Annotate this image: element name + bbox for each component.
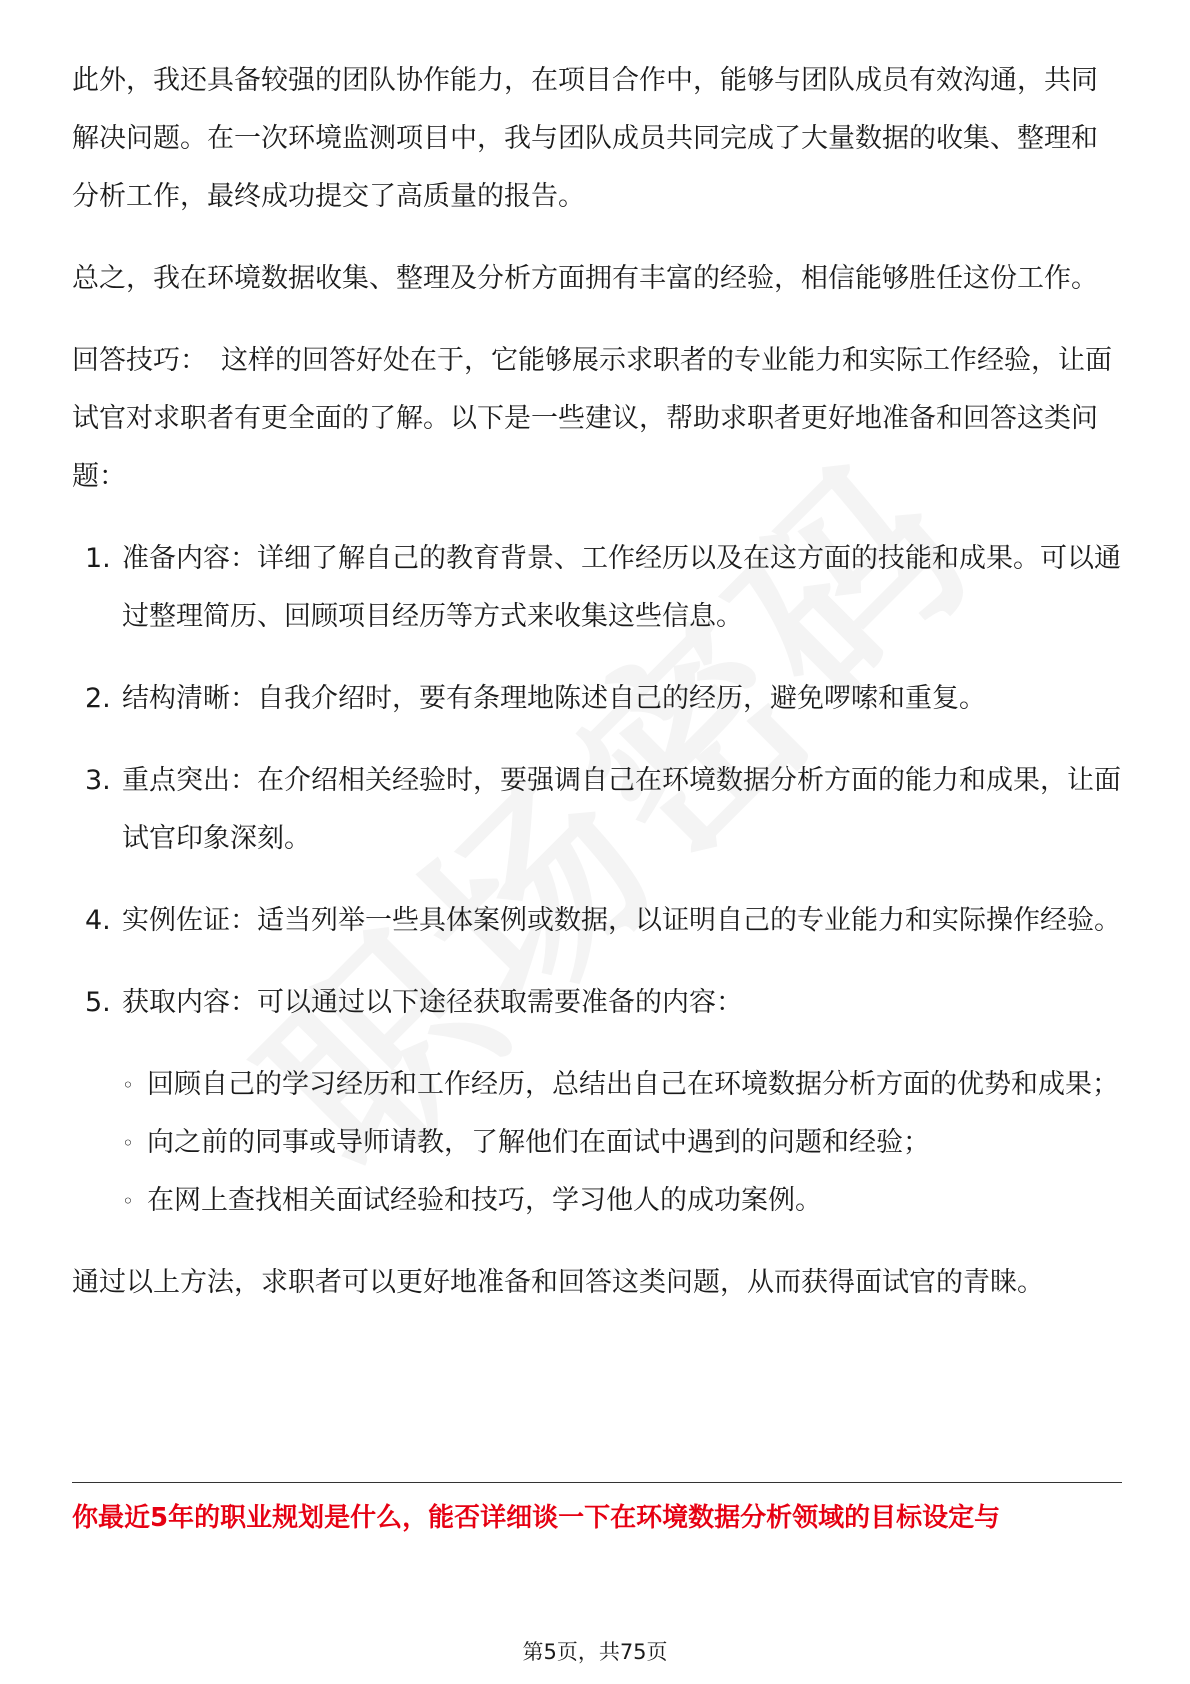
conclusion-paragraph: 通过以上方法，求职者可以更好地准备和回答这类问题，从而获得面试官的青睐。 [72,1267,1044,1298]
list-item-number: 3. [85,765,111,796]
footer-divider [72,1482,1122,1483]
list-item-number: 4. [85,905,111,936]
sub-list-item [122,1172,1122,1230]
sub-list-item-text: 在网上查找相关面试经验和技巧，学习他人的成功案例。 [147,1185,822,1216]
paragraph-summary: 总之，我在环境数据收集、整理及分析方面拥有丰富的经验，相信能够胜任这份工作。 [72,263,1098,294]
list-item-text: 实例佐证：适当列举一些具体案例或数据，以证明自己的专业能力和实际操作经验。 [122,905,1121,936]
list-item [72,974,1122,1032]
sub-list-item [122,1056,1122,1114]
sub-list-item-text: 回顾自己的学习经历和工作经历，总结出自己在环境数据分析方面的优势和成果； [147,1069,1119,1100]
sub-list-item [122,1114,1122,1172]
list-item [72,752,1122,868]
sublist-container [72,1056,1122,1230]
list-item [72,670,1122,728]
list-item [72,892,1122,950]
tips-label: 回答技巧： [72,345,207,376]
list-item [72,530,1122,646]
hollow-bullet-icon: ◦ [122,1189,134,1213]
list-item-number: 5. [85,987,111,1018]
list-item-text: 结构清晰：自我介绍时，要有条理地陈述自己的经历，避免啰嗦和重复。 [122,683,986,714]
list-item-number: 2. [85,683,111,714]
hollow-bullet-icon: ◦ [122,1131,134,1155]
paragraph-teamwork: 此外，我还具备较强的团队协作能力，在项目合作中，能够与团队成员有效沟通，共同解决问题。在一次环境监测项目中，我与团队成员共同完成了大量数据的收集、整理和分析工作，最终成功提交了高质量的报告。 [72,65,1098,212]
list-item-text: 重点突出：在介绍相关经验时，要强调自己在环境数据分析方面的能力和成果，让面试官印象深刻。 [122,765,1121,854]
page-number: 第5页，共75页 [522,1640,668,1664]
tips-list [72,530,1122,1032]
list-item-text: 准备内容：详细了解自己的教育背景、工作经历以及在这方面的技能和成果。可以通过整理简历、回顾项目经历等方式来收集这些信息。 [122,543,1121,632]
hollow-bullet-icon: ◦ [122,1073,134,1097]
sub-list-item-text: 向之前的同事或导师请教，了解他们在面试中遇到的问题和经验； [147,1127,930,1158]
tips-text: 这样的回答好处在于，它能够展示求职者的专业能力和实际工作经验，让面试官对求职者有更全面的了解。以下是一些建议，帮助求职者更好地准备和回答这类问题： [72,345,1112,492]
tips-paragraph [72,332,1122,506]
list-item-text: 获取内容：可以通过以下途径获取需要准备的内容： [122,987,743,1018]
list-item-number: 1. [85,543,111,574]
sub-list [122,1056,1122,1230]
main-content [72,52,1122,1336]
next-question-heading: 你最近5年的职业规划是什么，能否详细谈一下在环境数据分析领域的目标设定与 [72,1503,1001,1533]
